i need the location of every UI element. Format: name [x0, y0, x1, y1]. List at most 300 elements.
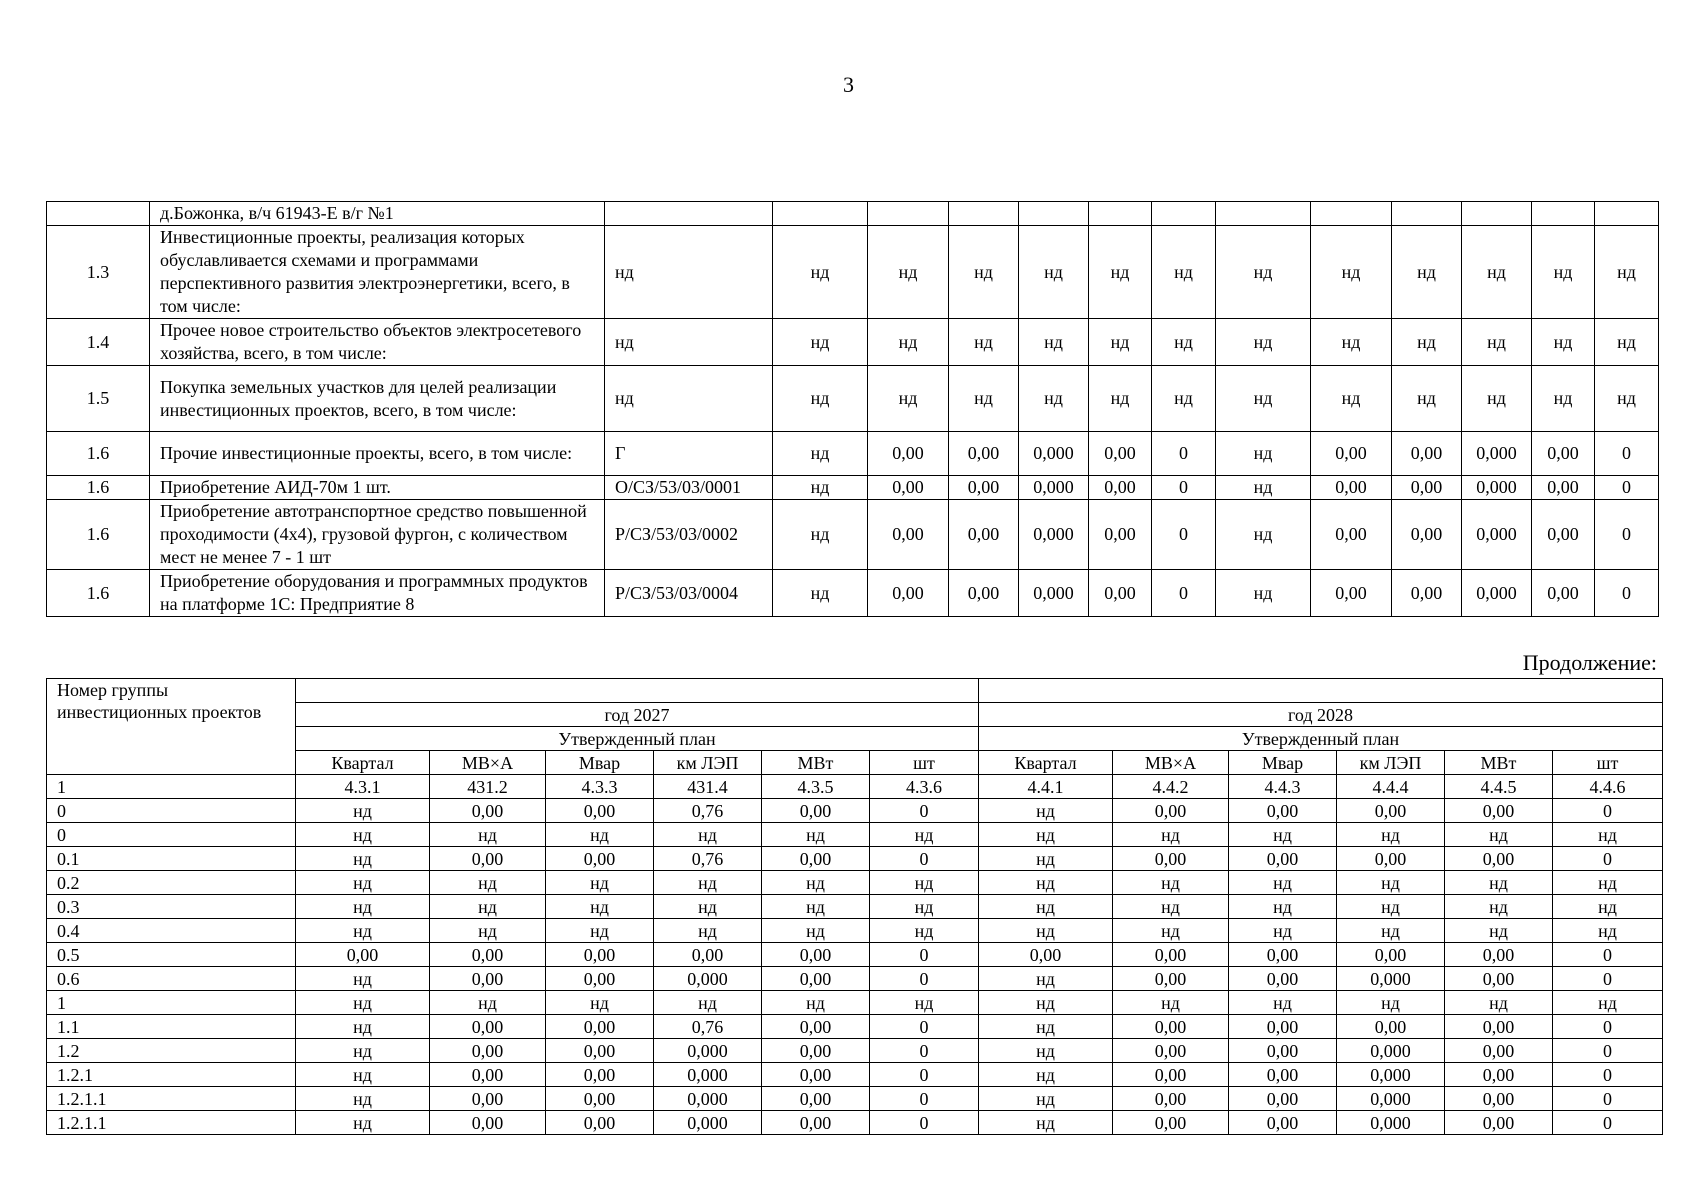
value-cell: нд [654, 871, 762, 895]
value-cell: 0,00 [762, 1039, 870, 1063]
value-cell: нд [762, 991, 870, 1015]
value-cell [1089, 202, 1152, 226]
value-cell: 0,00 [762, 1015, 870, 1039]
project-code: Р/СЗ/53/03/0002 [605, 500, 773, 570]
value-cell: нд [296, 991, 430, 1015]
value-cell: 0,00 [654, 943, 762, 967]
value-cell: нд [1392, 319, 1462, 366]
value-cell: нд [1445, 871, 1553, 895]
table-row [47, 871, 1663, 895]
value-cell: нд [979, 871, 1113, 895]
value-cell: нд [654, 823, 762, 847]
value-cell: 0,00 [430, 1063, 546, 1087]
value-cell: нд [296, 871, 430, 895]
value-cell: нд [949, 226, 1019, 319]
value-cell: нд [296, 1111, 430, 1135]
value-cell: нд [1152, 319, 1216, 366]
row-number: 1.6 [47, 500, 150, 570]
value-cell: нд [870, 895, 979, 919]
value-cell: 0 [1553, 943, 1663, 967]
value-cell: нд [870, 871, 979, 895]
continuation-label: Продолжение: [1522, 650, 1657, 675]
value-cell: 0 [1595, 500, 1659, 570]
value-cell: нд [296, 1063, 430, 1087]
group-header: Номер группы инвестиционных проектов [47, 679, 296, 775]
unit-header: км ЛЭП [654, 751, 762, 775]
year-2028: год 2028 [979, 703, 1663, 727]
table-row [47, 919, 1663, 943]
value-cell: 0,00 [430, 1111, 546, 1135]
group-number: 1 [47, 991, 296, 1015]
table-row [47, 1111, 1663, 1135]
value-cell: 0,000 [1019, 432, 1089, 476]
value-cell: нд [1229, 991, 1337, 1015]
plan-2027: Утвержденный план [296, 727, 979, 751]
value-cell: 0,00 [979, 943, 1113, 967]
value-cell: 0 [1152, 570, 1216, 617]
table-row [47, 847, 1663, 871]
value-cell: нд [1089, 319, 1152, 366]
group-number: 0 [47, 799, 296, 823]
project-code: нд [605, 319, 773, 366]
value-cell: 0,00 [1311, 476, 1392, 500]
value-cell: 0,00 [1113, 1063, 1229, 1087]
value-cell: нд [1392, 366, 1462, 432]
plan-2028: Утвержденный план [979, 727, 1663, 751]
value-cell: нд [773, 476, 868, 500]
value-cell: нд [1216, 226, 1311, 319]
value-cell: 0,00 [1392, 500, 1462, 570]
row-number: 1.6 [47, 432, 150, 476]
value-cell: нд [1216, 476, 1311, 500]
value-cell: 0,000 [654, 1039, 762, 1063]
value-cell: 0,00 [430, 799, 546, 823]
project-name: Инвестиционные проекты, реализация которых обуславливается схемами и программами перспективного развития электроэнергетики, всего, в том числе: [150, 226, 605, 319]
value-cell: 0,00 [1113, 1111, 1229, 1135]
value-cell: 0,000 [1337, 1087, 1445, 1111]
value-cell: 0 [870, 943, 979, 967]
value-cell: 0,00 [1445, 799, 1553, 823]
value-cell: 0 [870, 1015, 979, 1039]
value-cell: 4.3.6 [870, 775, 979, 799]
value-cell: 0,000 [1337, 967, 1445, 991]
value-cell: 0,00 [1445, 1063, 1553, 1087]
value-cell: 0,00 [1089, 500, 1152, 570]
value-cell: 0,76 [654, 1015, 762, 1039]
project-name: Прочее новое строительство объектов электросетевого хозяйства, всего, в том числе: [150, 319, 605, 366]
value-cell: 0,000 [1337, 1063, 1445, 1087]
value-cell: 0,00 [1445, 1087, 1553, 1111]
value-cell: нд [546, 991, 654, 1015]
value-cell: 0,00 [1229, 967, 1337, 991]
value-cell: нд [1337, 871, 1445, 895]
value-cell: нд [773, 570, 868, 617]
value-cell: 0,00 [1392, 432, 1462, 476]
value-cell: нд [1229, 895, 1337, 919]
value-cell: нд [1019, 319, 1089, 366]
value-cell: 0,00 [296, 943, 430, 967]
value-cell: нд [762, 919, 870, 943]
value-cell: нд [546, 895, 654, 919]
value-cell: 0,00 [868, 432, 949, 476]
value-cell: 0,000 [654, 967, 762, 991]
value-cell: 0,00 [762, 967, 870, 991]
value-cell: 0 [870, 1111, 979, 1135]
value-cell: нд [1019, 226, 1089, 319]
unit-header: Мвар [1229, 751, 1337, 775]
table-row [47, 943, 1663, 967]
value-cell: 4.4.6 [1553, 775, 1663, 799]
value-cell: 4.4.2 [1113, 775, 1229, 799]
value-cell: нд [546, 919, 654, 943]
value-cell: 0,00 [546, 1039, 654, 1063]
table-row [47, 570, 1659, 617]
table-row [47, 967, 1663, 991]
page-number: 3 [843, 72, 854, 97]
table-row [47, 432, 1659, 476]
value-cell: 0,00 [1337, 943, 1445, 967]
value-cell: 0,00 [430, 1087, 546, 1111]
value-cell: нд [546, 871, 654, 895]
value-cell: 0,00 [1337, 847, 1445, 871]
group-number: 0.2 [47, 871, 296, 895]
value-cell [1392, 202, 1462, 226]
value-cell: 0 [1553, 1015, 1663, 1039]
group-number: 0.1 [47, 847, 296, 871]
row-number: 1.6 [47, 570, 150, 617]
value-cell: нд [1337, 823, 1445, 847]
value-cell [773, 202, 868, 226]
group-number: 1 [47, 775, 296, 799]
value-cell: 4.4.4 [1337, 775, 1445, 799]
value-cell: 0 [870, 967, 979, 991]
value-cell: нд [430, 991, 546, 1015]
table-row [47, 202, 1659, 226]
value-cell: 0,00 [762, 943, 870, 967]
value-cell: нд [1553, 895, 1663, 919]
unit-header: МВ×А [430, 751, 546, 775]
value-cell: 0,00 [1113, 1087, 1229, 1111]
value-cell: 0,00 [868, 476, 949, 500]
value-cell: 0,000 [1462, 500, 1532, 570]
value-cell: 0,00 [762, 799, 870, 823]
unit-header: км ЛЭП [1337, 751, 1445, 775]
value-cell: 0,00 [1311, 500, 1392, 570]
row-number [47, 202, 150, 226]
value-cell: 0,00 [1311, 570, 1392, 617]
value-cell: нд [1337, 919, 1445, 943]
value-cell: 0,00 [1445, 1039, 1553, 1063]
value-cell: 0,000 [1337, 1039, 1445, 1063]
value-cell: 0,000 [654, 1063, 762, 1087]
value-cell: 0 [1553, 1087, 1663, 1111]
value-cell: 0 [1152, 500, 1216, 570]
value-cell: 0,000 [1462, 432, 1532, 476]
project-code: Р/СЗ/53/03/0004 [605, 570, 773, 617]
value-cell: 0 [870, 1087, 979, 1111]
value-cell: 0 [1152, 476, 1216, 500]
value-cell: нд [1216, 366, 1311, 432]
group-number: 0.6 [47, 967, 296, 991]
row-number: 1.4 [47, 319, 150, 366]
unit-header: МВт [1445, 751, 1553, 775]
value-cell: нд [979, 823, 1113, 847]
value-cell: нд [979, 847, 1113, 871]
row-number: 1.3 [47, 226, 150, 319]
value-cell: 0,00 [1229, 1015, 1337, 1039]
value-cell: нд [1216, 432, 1311, 476]
value-cell: нд [979, 919, 1113, 943]
value-cell: нд [546, 823, 654, 847]
project-code [605, 202, 773, 226]
value-cell: 0,000 [654, 1087, 762, 1111]
value-cell: 0,00 [1089, 570, 1152, 617]
value-cell: 0,00 [762, 1111, 870, 1135]
value-cell: 0 [1595, 432, 1659, 476]
value-cell: нд [1152, 226, 1216, 319]
value-cell [1019, 202, 1089, 226]
value-cell: нд [870, 919, 979, 943]
table-row [47, 1015, 1663, 1039]
value-cell: 0,00 [1445, 943, 1553, 967]
value-cell: 0,000 [1462, 570, 1532, 617]
value-cell: 0,00 [1337, 1015, 1445, 1039]
value-cell: 0,00 [1113, 1015, 1229, 1039]
table-row [47, 775, 1663, 799]
value-cell: нд [1595, 366, 1659, 432]
group-number: 1.2.1.1 [47, 1087, 296, 1111]
value-cell: нд [949, 319, 1019, 366]
value-cell: 0,000 [1462, 476, 1532, 500]
value-cell: 0,00 [868, 500, 949, 570]
row-number: 1.5 [47, 366, 150, 432]
value-cell: 0,00 [1113, 799, 1229, 823]
value-cell: нд [1311, 366, 1392, 432]
value-cell: нд [1311, 319, 1392, 366]
value-cell: нд [1553, 871, 1663, 895]
value-cell: 0,00 [546, 943, 654, 967]
value-cell: 0 [1553, 847, 1663, 871]
year-2027: год 2027 [296, 703, 979, 727]
value-cell: нд [979, 895, 1113, 919]
header-blank-b [979, 679, 1663, 703]
value-cell: 0 [870, 1039, 979, 1063]
value-cell [1152, 202, 1216, 226]
value-cell: 0,00 [1337, 799, 1445, 823]
value-cell: 0,00 [1532, 432, 1595, 476]
value-cell: 0,00 [546, 1063, 654, 1087]
table-row [47, 1063, 1663, 1087]
value-cell: нд [1216, 319, 1311, 366]
value-cell: нд [296, 1015, 430, 1039]
header-blank-a [296, 679, 979, 703]
value-cell: нд [773, 500, 868, 570]
value-cell: нд [1532, 366, 1595, 432]
table-row [47, 991, 1663, 1015]
unit-header: МВ×А [1113, 751, 1229, 775]
value-cell: нд [1445, 991, 1553, 1015]
group-number: 0.5 [47, 943, 296, 967]
value-cell: нд [1311, 226, 1392, 319]
value-cell: 0,00 [1532, 500, 1595, 570]
value-cell: нд [979, 1063, 1113, 1087]
value-cell: 4.3.1 [296, 775, 430, 799]
value-cell: 0,00 [1445, 967, 1553, 991]
value-cell: 0,00 [430, 967, 546, 991]
value-cell: 0,00 [762, 1087, 870, 1111]
value-cell: 0,76 [654, 847, 762, 871]
value-cell: нд [773, 226, 868, 319]
value-cell: нд [1392, 226, 1462, 319]
value-cell: 0 [1595, 570, 1659, 617]
value-cell: 0,00 [1229, 1039, 1337, 1063]
value-cell [1462, 202, 1532, 226]
table-row [47, 476, 1659, 500]
value-cell: 0,00 [1113, 1039, 1229, 1063]
investment-projects-table [46, 201, 1659, 617]
group-number: 0.3 [47, 895, 296, 919]
value-cell [1216, 202, 1311, 226]
project-code: О/СЗ/53/03/0001 [605, 476, 773, 500]
project-code: Г [605, 432, 773, 476]
value-cell: 431.4 [654, 775, 762, 799]
group-number: 1.2.1.1 [47, 1111, 296, 1135]
value-cell: нд [1229, 871, 1337, 895]
value-cell: нд [870, 991, 979, 1015]
value-cell: нд [1595, 319, 1659, 366]
value-cell: 0,000 [1019, 500, 1089, 570]
value-cell: 4.4.1 [979, 775, 1113, 799]
group-number: 1.2.1 [47, 1063, 296, 1087]
value-cell: нд [1113, 871, 1229, 895]
value-cell: 0,00 [1445, 1111, 1553, 1135]
value-cell: 0,00 [762, 847, 870, 871]
project-name: Приобретение оборудования и программных продуктов на платформе 1С: Предприятие 8 [150, 570, 605, 617]
value-cell [949, 202, 1019, 226]
value-cell: нд [773, 432, 868, 476]
value-cell: 0,00 [546, 799, 654, 823]
unit-header: МВт [762, 751, 870, 775]
value-cell: нд [1553, 823, 1663, 847]
value-cell: нд [1216, 500, 1311, 570]
unit-header: Мвар [546, 751, 654, 775]
value-cell: нд [430, 871, 546, 895]
value-cell: нд [870, 823, 979, 847]
value-cell: нд [654, 919, 762, 943]
value-cell: нд [654, 895, 762, 919]
value-cell: 0,00 [430, 1039, 546, 1063]
value-cell: 0,00 [546, 847, 654, 871]
unit-header: Квартал [979, 751, 1113, 775]
project-name: Приобретение автотранспортное средство повышенной проходимости (4х4), грузовой фургон, с количеством мест не менее 7 - 1 шт [150, 500, 605, 570]
value-cell: нд [1337, 991, 1445, 1015]
value-cell: 4.3.3 [546, 775, 654, 799]
value-cell: 0,00 [546, 1111, 654, 1135]
value-cell: нд [979, 1087, 1113, 1111]
value-cell: нд [979, 967, 1113, 991]
value-cell [1595, 202, 1659, 226]
value-cell: нд [1229, 823, 1337, 847]
table-row [47, 366, 1659, 432]
value-cell: 0,00 [430, 847, 546, 871]
value-cell: 0,00 [1229, 1087, 1337, 1111]
value-cell: 0,000 [1337, 1111, 1445, 1135]
value-cell: 0,00 [762, 1063, 870, 1087]
value-cell: 0,000 [1019, 476, 1089, 500]
value-cell: 0,00 [949, 500, 1019, 570]
table-row [47, 500, 1659, 570]
value-cell: 0,00 [949, 476, 1019, 500]
value-cell: нд [773, 319, 868, 366]
value-cell: нд [654, 991, 762, 1015]
value-cell: нд [1553, 991, 1663, 1015]
value-cell: нд [1532, 226, 1595, 319]
value-cell: 0 [870, 1063, 979, 1087]
value-cell: нд [868, 366, 949, 432]
value-cell: нд [1462, 319, 1532, 366]
value-cell: нд [979, 799, 1113, 823]
unit-header: шт [870, 751, 979, 775]
value-cell: нд [979, 1111, 1113, 1135]
value-cell: нд [1337, 895, 1445, 919]
value-cell: нд [1113, 919, 1229, 943]
value-cell: нд [979, 1039, 1113, 1063]
value-cell: 0,00 [1089, 476, 1152, 500]
value-cell: нд [1152, 366, 1216, 432]
project-name: Прочие инвестиционные проекты, всего, в том числе: [150, 432, 605, 476]
value-cell: 0,76 [654, 799, 762, 823]
value-cell: 0,00 [868, 570, 949, 617]
value-cell: 0,00 [1392, 476, 1462, 500]
value-cell: 0,00 [949, 570, 1019, 617]
value-cell: нд [868, 226, 949, 319]
value-cell: 4.4.3 [1229, 775, 1337, 799]
group-number: 1.2 [47, 1039, 296, 1063]
value-cell: нд [1089, 366, 1152, 432]
header-row-top [47, 679, 1663, 703]
value-cell [1532, 202, 1595, 226]
value-cell: 431.2 [430, 775, 546, 799]
value-cell: нд [430, 919, 546, 943]
value-cell: нд [1229, 919, 1337, 943]
value-cell: нд [773, 366, 868, 432]
value-cell: нд [430, 823, 546, 847]
project-name: Приобретение АИД-70м 1 шт. [150, 476, 605, 500]
value-cell: нд [1445, 823, 1553, 847]
value-cell: 0,00 [1113, 847, 1229, 871]
value-cell: нд [1553, 919, 1663, 943]
value-cell: 0 [1553, 1063, 1663, 1087]
table-row [47, 1039, 1663, 1063]
value-cell [868, 202, 949, 226]
value-cell: 0,00 [1532, 476, 1595, 500]
table-row [47, 895, 1663, 919]
value-cell: нд [762, 895, 870, 919]
value-cell: нд [296, 1039, 430, 1063]
project-code: нд [605, 226, 773, 319]
value-cell: 0 [1595, 476, 1659, 500]
table-row [47, 1087, 1663, 1111]
group-number: 0.4 [47, 919, 296, 943]
value-cell: 0,00 [1229, 943, 1337, 967]
group-number: 0 [47, 823, 296, 847]
value-cell: 0,000 [654, 1111, 762, 1135]
value-cell: 0 [870, 799, 979, 823]
value-cell: нд [296, 799, 430, 823]
project-name: Покупка земельных участков для целей реализации инвестиционных проектов, всего, в том числе: [150, 366, 605, 432]
value-cell: 0,00 [1229, 799, 1337, 823]
value-cell: нд [296, 895, 430, 919]
